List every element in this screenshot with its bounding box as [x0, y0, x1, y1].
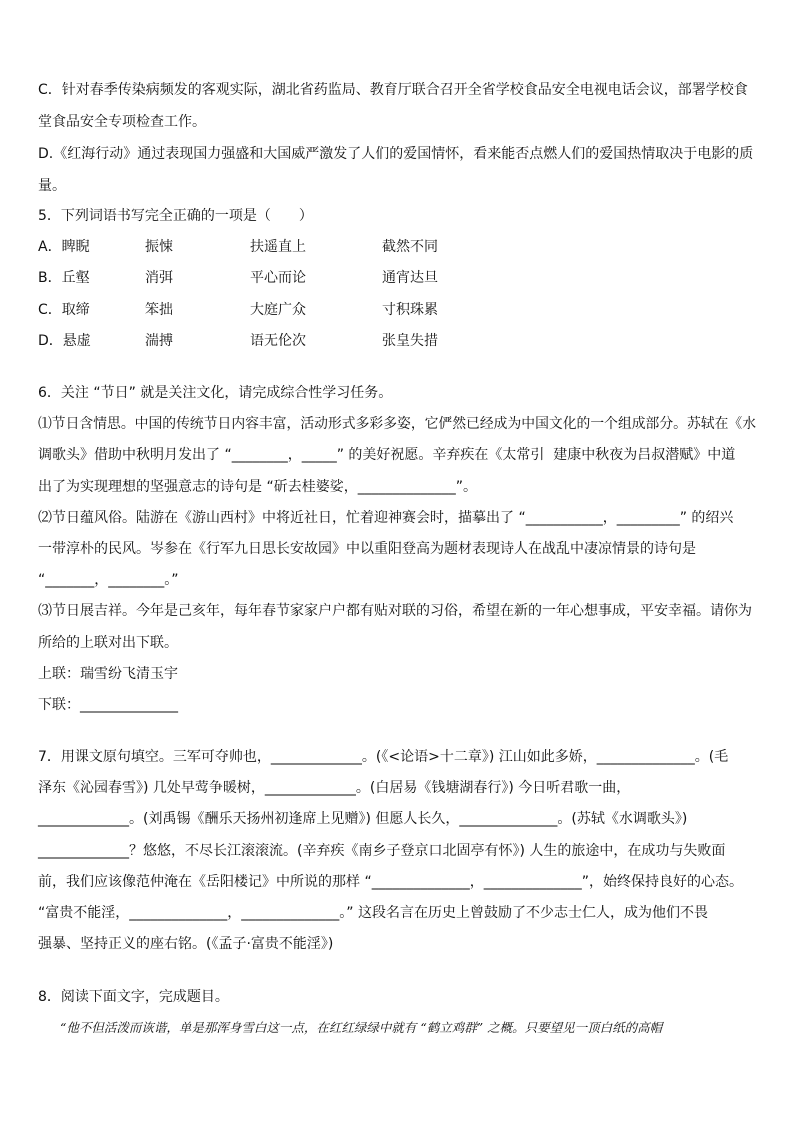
- q6-part2-line-1: ⑵节日蕴风俗。陆游在《游山西村》中将近社日，忙着迎神赛会时，描摹出了 “___________，_________” 的绍兴: [38, 510, 734, 526]
- option-label: C．取缔: [38, 302, 90, 318]
- option-c-line-2: 堂食品安全专项检查工作。: [38, 114, 206, 130]
- lower-couplet-blank: 下联：______________: [38, 697, 178, 713]
- q7-line-6: “富贵不能淫，______________，______________。” 这段名言在历史上曾鼓励了不少志士仁人，成为他们不畏: [38, 905, 708, 921]
- q6-part2-line-3: “_______，________。”: [38, 572, 179, 588]
- q7-line-1: 7．用课文原句填空。三军可夺帅也，_____________。(《<论语>十二章》) 江山如此多娇，______________。(毛: [38, 749, 729, 765]
- option-word: 截然不同: [382, 239, 438, 255]
- option-word: 通宵达旦: [382, 270, 438, 286]
- option-word: 张皇失措: [382, 333, 438, 349]
- option-label: A．睥睨: [38, 239, 90, 255]
- reading-passage-line: “他不但活泼而诙谐，单是那浑身雪白这一点，在红红绿绿中就有 “鹤立鸡群” 之概。只要望见一顶白纸的高帽: [60, 1020, 663, 1035]
- question-6-stem: 6．关注 “节日” 就是关注文化，请完成综合性学习任务。: [38, 385, 393, 401]
- option-label: D．悬虚: [38, 333, 91, 349]
- option-word: 消弭: [145, 270, 173, 286]
- option-word: 笨拙: [145, 302, 173, 318]
- q7-line-3: _____________。(刘禹锡《酬乐天扬州初逢席上见赠》) 但愿人长久，______________。(苏轼《水调歌头》): [38, 811, 688, 827]
- q6-part1-line-3: 出了为实现理想的坚强意志的诗句是 “斫去桂婆娑，______________”。: [38, 479, 477, 495]
- option-word: 平心而论: [250, 270, 306, 286]
- option-word: 湍搏: [145, 333, 173, 349]
- option-d-line-1: D.《红海行动》通过表现国力强盛和大国威严激发了人们的爱国情怀，看来能否点燃人们的爱国热情取决于电影的质: [38, 146, 754, 162]
- q6-part2-line-2: 一带淳朴的民风。岑参在《行军九日思长安故园》中以重阳登高为题材表现诗人在战乱中凄凉情景的诗句是: [38, 541, 696, 557]
- q6-part3-line-2: 所给的上联对出下联。: [38, 635, 178, 651]
- q7-line-4: _____________？悠悠，不尽长江滚滚流。(辛弃疾《南乡子登京口北固亭有怀》) 人生的旅途中，在成功与失败面: [38, 843, 726, 859]
- option-label: B．丘壑: [38, 270, 90, 286]
- question-5-stem: 5．下列词语书写完全正确的一项是（ ）: [38, 208, 313, 224]
- option-word: 寸积珠累: [382, 302, 438, 318]
- option-d-line-2: 量。: [38, 178, 66, 194]
- q6-part1-line-1: ⑴节日含情思。中国的传统节日内容丰富，活动形式多彩多姿，它俨然已经成为中国文化的一个组成部分。苏轼在《水: [38, 416, 757, 432]
- option-word: 语无伦次: [250, 333, 306, 349]
- option-word: 扶遥直上: [250, 239, 306, 255]
- q7-line-2: 泽东《沁园春雪》) 几处早莺争暖树，_____________。(白居易《钱塘湖春行》) 今日听君歌一曲，: [38, 780, 631, 796]
- question-8-stem: 8．阅读下面文字，完成题目。: [38, 989, 229, 1005]
- option-word: 大庭广众: [250, 302, 306, 318]
- upper-couplet: 上联：瑞雪纷飞清玉宇: [38, 666, 178, 682]
- q7-line-7: 强暴、坚持正义的座右铭。(《孟子·富贵不能淫》): [38, 936, 334, 952]
- option-word: 振悚: [145, 239, 173, 255]
- option-c-line-1: C．针对春季传染病频发的客观实际，湖北省药监局、教育厅联合召开全省学校食品安全电视电话会议，部署学校食: [38, 82, 748, 98]
- q6-part3-line-1: ⑶节日展吉祥。今年是己亥年，每年春节家家户户都有贴对联的习俗，希望在新的一年心想事成，平安幸福。请你为: [38, 603, 752, 619]
- q6-part1-line-2: 调歌头》借助中秋明月发出了 “________，_____” 的美好祝愿。辛弃疾在《太常引 建康中秋夜为吕叔潜赋》中道: [38, 447, 736, 463]
- q7-line-5: 前，我们应该像范仲淹在《岳阳楼记》中所说的那样 “______________，______________”，始终保持良好的心态。: [38, 874, 743, 890]
